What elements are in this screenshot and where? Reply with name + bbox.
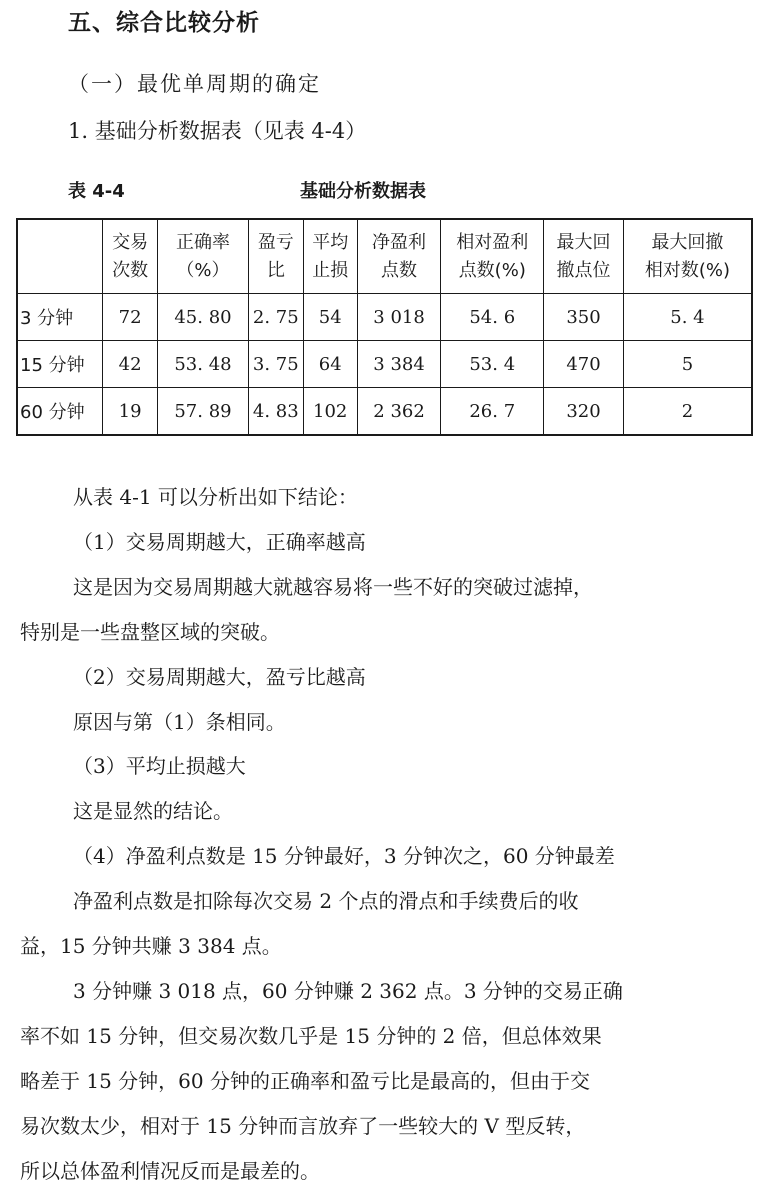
paragraph-line: 略差于 15 分钟，60 分钟的正确率和盈亏比是最高的，但由于交 (20, 1068, 590, 1093)
row-label: 60 分钟 (17, 388, 103, 436)
table-cell: 3. 75 (248, 341, 303, 388)
table-cell: 4. 83 (248, 388, 303, 436)
body-text (20, 475, 754, 1194)
table-row (17, 341, 752, 388)
header-trades: 交易 次数 (103, 219, 158, 294)
header-max-drawdown-relative: 最大回撤 相对数(%) (623, 219, 752, 294)
table-cell: 320 (544, 388, 624, 436)
table-row (17, 388, 752, 436)
table-cell: 3 018 (357, 294, 441, 341)
paragraph-line: 从表 4-1 可以分析出如下结论： (73, 485, 358, 509)
table-cell: 42 (103, 341, 158, 388)
table-cell: 102 (303, 388, 357, 436)
paragraph-line: （3）平均止损越大 (73, 754, 246, 779)
paragraph-line: （4）净盈利点数是 15 分钟最好，3 分钟次之，60 分钟最差 (73, 844, 615, 869)
subsection-title: （一）最优单周期的确定 (68, 72, 321, 96)
table-row (17, 294, 752, 341)
paragraph-line: （1）交易周期越大，正确率越高 (73, 529, 366, 554)
table-cell: 53. 4 (441, 341, 544, 388)
table-cell: 350 (544, 294, 624, 341)
row-label: 15 分钟 (17, 341, 103, 388)
paragraph-line: 3 分钟赚 3 018 点，60 分钟赚 2 362 点。3 分钟的交易正确 (73, 978, 623, 1003)
table-cell: 53. 48 (158, 341, 249, 388)
paragraph-line: 所以总体盈利情况反而是最差的。 (20, 1158, 320, 1183)
paragraph-line: （2）交易周期越大，盈亏比越高 (73, 664, 366, 689)
item-title: 1. 基础分析数据表（见表 4-4） (68, 119, 367, 143)
data-table (16, 218, 753, 436)
paragraph-line: 益，15 分钟共赚 3 384 点。 (20, 934, 282, 959)
header-accuracy: 正确率 （%） (158, 219, 249, 294)
paragraph-line: 易次数太少，相对于 15 分钟而言放弃了一些较大的 V 型反转， (20, 1113, 586, 1138)
paragraph-line: 这是显然的结论。 (73, 799, 233, 824)
paragraph-line: 这是因为交易周期越大就越容易将一些不好的突破过滤掉， (73, 574, 593, 599)
header-net-profit: 净盈利 点数 (357, 219, 441, 294)
table-cell: 54. 6 (441, 294, 544, 341)
paragraph-line: 净盈利点数是扣除每次交易 2 个点的滑点和手续费后的收 (73, 889, 579, 914)
table-caption-number: 表 4-4 (68, 181, 125, 202)
section-title: 五、综合比较分析 (68, 10, 260, 36)
table-cell: 64 (303, 341, 357, 388)
table-cell: 19 (103, 388, 158, 436)
table-cell: 45. 80 (158, 294, 249, 341)
table-cell: 54 (303, 294, 357, 341)
table-cell: 470 (544, 341, 624, 388)
table-cell: 3 384 (357, 341, 441, 388)
header-max-drawdown: 最大回 撤点位 (544, 219, 624, 294)
row-label: 3 分钟 (17, 294, 103, 341)
table-cell: 57. 89 (158, 388, 249, 436)
table-caption-title: 基础分析数据表 (300, 181, 426, 202)
header-relative-profit: 相对盈利 点数(%) (441, 219, 544, 294)
table-cell: 5 (623, 341, 752, 388)
header-avg-stop: 平均 止损 (303, 219, 357, 294)
table-cell: 2 362 (357, 388, 441, 436)
table-cell: 72 (103, 294, 158, 341)
header-cell-empty (17, 219, 103, 294)
header-profit-loss-ratio: 盈亏 比 (248, 219, 303, 294)
table-cell: 5. 4 (623, 294, 752, 341)
paragraph-line: 率不如 15 分钟，但交易次数几乎是 15 分钟的 2 倍，但总体效果 (20, 1023, 602, 1048)
table-cell: 2 (623, 388, 752, 436)
table-header-row (17, 219, 752, 294)
table-cell: 2. 75 (248, 294, 303, 341)
paragraph-line: 原因与第（1）条相同。 (73, 709, 286, 734)
table-cell: 26. 7 (441, 388, 544, 436)
paragraph-line: 特别是一些盘整区域的突破。 (20, 619, 280, 644)
